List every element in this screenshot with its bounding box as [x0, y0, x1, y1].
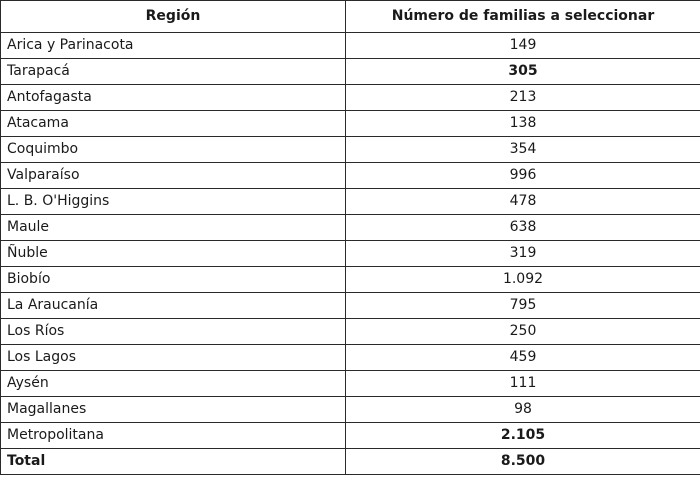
region-cell: Biobío — [1, 267, 346, 293]
region-cell: Aysén — [1, 371, 346, 397]
region-cell: Magallanes — [1, 397, 346, 423]
region-cell: Los Ríos — [1, 319, 346, 345]
table-header — [1, 1, 700, 33]
table-row — [1, 293, 700, 319]
table-row — [1, 215, 700, 241]
header-families: Número de familias a seleccionar — [346, 1, 700, 33]
value-cell: 149 — [346, 33, 700, 59]
value-cell: 2.105 — [346, 423, 700, 449]
region-cell: Coquimbo — [1, 137, 346, 163]
region-cell: Maule — [1, 215, 346, 241]
table-body — [1, 33, 700, 449]
region-cell: Atacama — [1, 111, 346, 137]
region-cell: Arica y Parinacota — [1, 33, 346, 59]
value-cell: 305 — [346, 59, 700, 85]
region-cell: La Araucanía — [1, 293, 346, 319]
region-cell: Ñuble — [1, 241, 346, 267]
table-row — [1, 423, 700, 449]
table-row — [1, 319, 700, 345]
table-row — [1, 33, 700, 59]
table-row — [1, 371, 700, 397]
table-row — [1, 59, 700, 85]
value-cell: 478 — [346, 189, 700, 215]
value-cell: 250 — [346, 319, 700, 345]
table-row — [1, 397, 700, 423]
table-row — [1, 111, 700, 137]
value-cell: 98 — [346, 397, 700, 423]
table-row — [1, 137, 700, 163]
value-cell: 354 — [346, 137, 700, 163]
total-value: 8.500 — [346, 449, 700, 475]
table-row — [1, 267, 700, 293]
total-row — [1, 449, 700, 475]
region-cell: Los Lagos — [1, 345, 346, 371]
region-cell: Tarapacá — [1, 59, 346, 85]
region-cell: Antofagasta — [1, 85, 346, 111]
table-row — [1, 163, 700, 189]
table-row — [1, 345, 700, 371]
region-cell: L. B. O'Higgins — [1, 189, 346, 215]
header-region: Región — [1, 1, 346, 33]
value-cell: 459 — [346, 345, 700, 371]
value-cell: 319 — [346, 241, 700, 267]
value-cell: 213 — [346, 85, 700, 111]
total-label: Total — [1, 449, 346, 475]
region-cell: Valparaíso — [1, 163, 346, 189]
region-cell: Metropolitana — [1, 423, 346, 449]
value-cell: 638 — [346, 215, 700, 241]
value-cell: 111 — [346, 371, 700, 397]
table-row — [1, 241, 700, 267]
header-row — [1, 1, 700, 33]
value-cell: 1.092 — [346, 267, 700, 293]
table-row — [1, 85, 700, 111]
value-cell: 138 — [346, 111, 700, 137]
table-row — [1, 189, 700, 215]
value-cell: 996 — [346, 163, 700, 189]
value-cell: 795 — [346, 293, 700, 319]
table-footer — [1, 449, 700, 475]
